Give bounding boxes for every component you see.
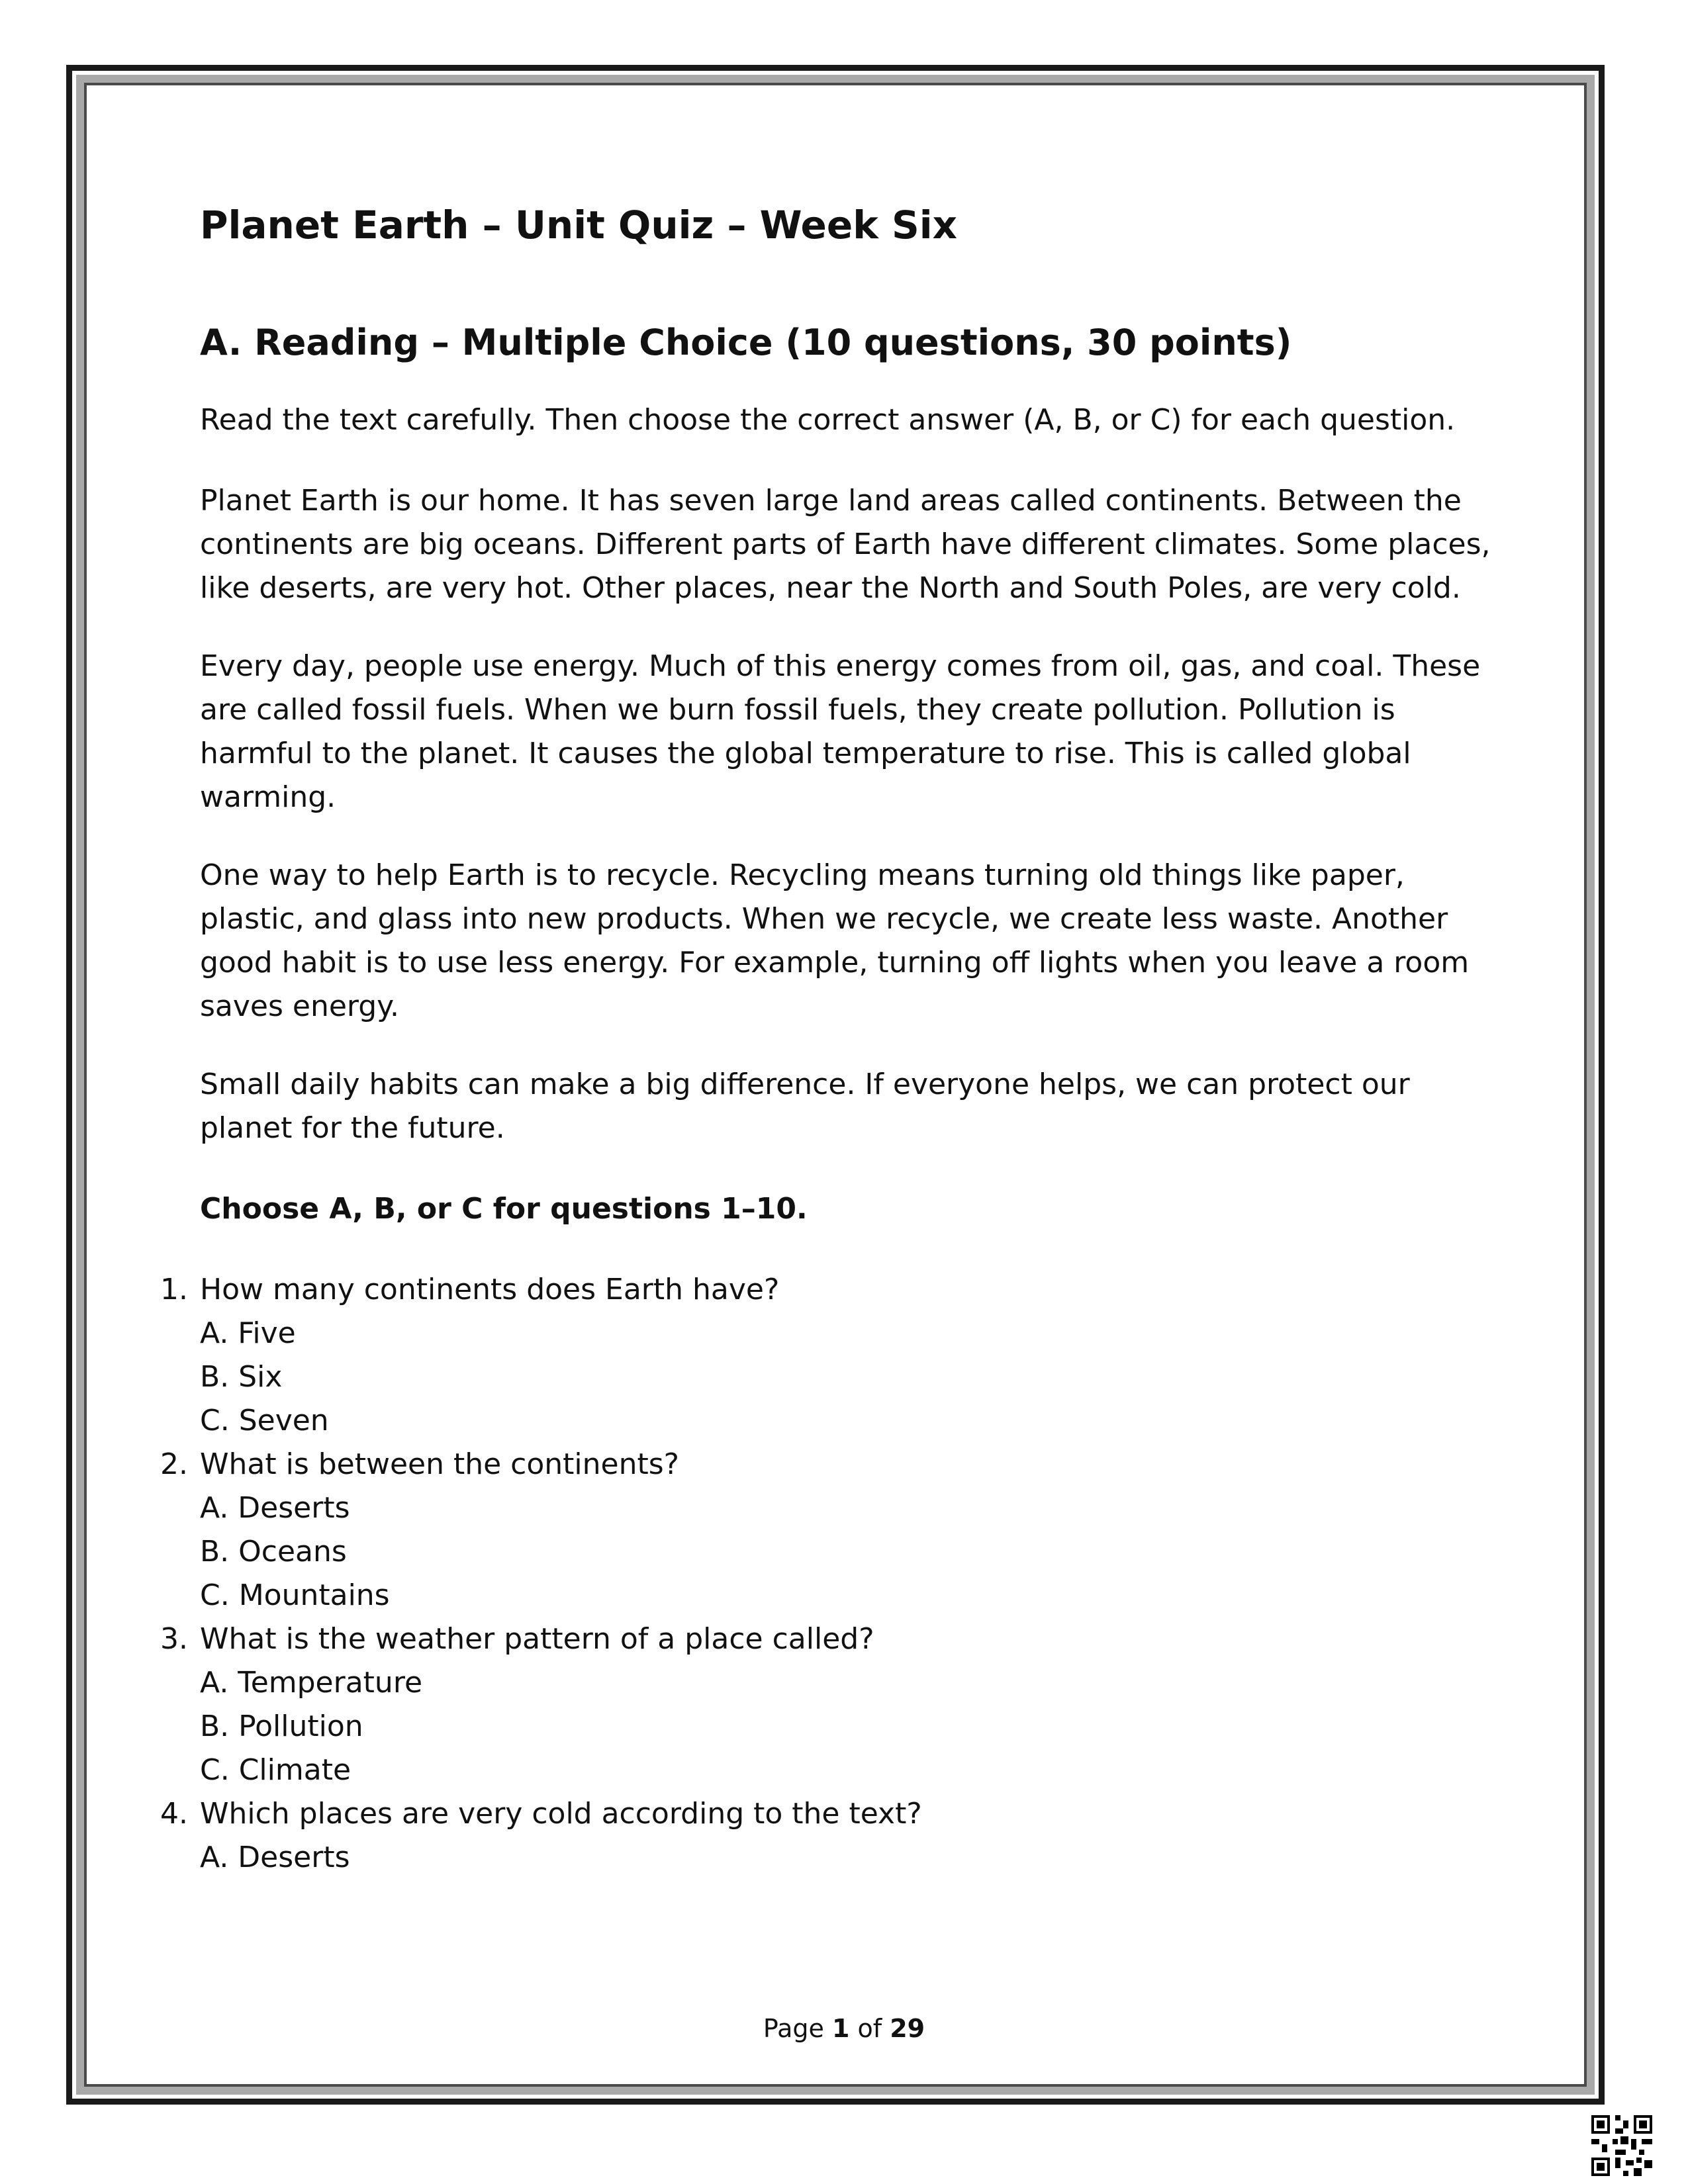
question-3 — [160, 1617, 1491, 1792]
question-number: 1. — [160, 1273, 188, 1306]
page-total: 29 — [890, 2014, 925, 2043]
answer-option: C. Mountains — [200, 1578, 390, 1612]
answer-option: A. Deserts — [200, 1841, 350, 1874]
page-number: 1 — [831, 2014, 850, 2043]
answer-option: B. Pollution — [200, 1709, 363, 1743]
question-list — [160, 1268, 1491, 1880]
choose-instruction: Choose A, B, or C for questions 1–10. — [200, 1192, 808, 1226]
document-content — [160, 199, 1491, 1880]
answer-option: A. Five — [200, 1316, 296, 1350]
question-text: What is between the continents? — [200, 1447, 680, 1481]
question-4 — [160, 1792, 1491, 1880]
passage-paragraph-3: One way to help Earth is to recycle. Recycling means turning old things like paper, plastic, and glass into new products. When we recycle, we create less waste. Another good habit is to use less energy. For example, turning off lights when you leave a room saves energy. — [200, 858, 1470, 1023]
question-number: 4. — [160, 1797, 188, 1831]
answer-option: C. Seven — [200, 1404, 329, 1437]
question-text: What is the weather pattern of a place called? — [200, 1622, 874, 1656]
answer-option: B. Oceans — [200, 1535, 347, 1569]
page-label: Page — [763, 2014, 824, 2043]
qr-code-icon — [1589, 2113, 1655, 2179]
question-text: How many continents does Earth have? — [200, 1273, 780, 1306]
passage-paragraph-2: Every day, people use energy. Much of this energy comes from oil, gas, and coal. These are called fossil fuels. When we burn fossil fuels, they create pollution. Pollution is harmful to the planet. It causes the global temperature to rise. This is called global warming. — [200, 649, 1481, 814]
question-text: Which places are very cold according to the text? — [200, 1797, 922, 1831]
answer-option: B. Six — [200, 1360, 283, 1394]
answer-option: A. Deserts — [200, 1491, 350, 1525]
document-title: Planet Earth – Unit Quiz – Week Six — [200, 203, 958, 248]
reading-instruction: Read the text carefully. Then choose the correct answer (A, B, or C) for each question. — [200, 403, 1456, 437]
page-of-label: of — [857, 2014, 882, 2043]
section-title: A. Reading – Multiple Choice (10 questions, 30 points) — [200, 322, 1292, 363]
question-number: 3. — [160, 1622, 188, 1656]
question-2 — [160, 1443, 1491, 1617]
answer-option: A. Temperature — [200, 1666, 423, 1700]
passage-paragraph-4: Small daily habits can make a big difference. If everyone helps, we can protect our planet for the future. — [200, 1068, 1410, 1145]
answer-option: C. Climate — [200, 1753, 352, 1787]
passage-paragraph-1: Planet Earth is our home. It has seven large land areas called continents. Between the continents are big oceans. Different parts of Earth have different climates. Some places, like deserts, are very hot. Other places, near the North and South Poles, are very cold. — [200, 484, 1491, 605]
question-1 — [160, 1268, 1491, 1443]
page-footer — [0, 2012, 1688, 2045]
question-number: 2. — [160, 1447, 188, 1481]
